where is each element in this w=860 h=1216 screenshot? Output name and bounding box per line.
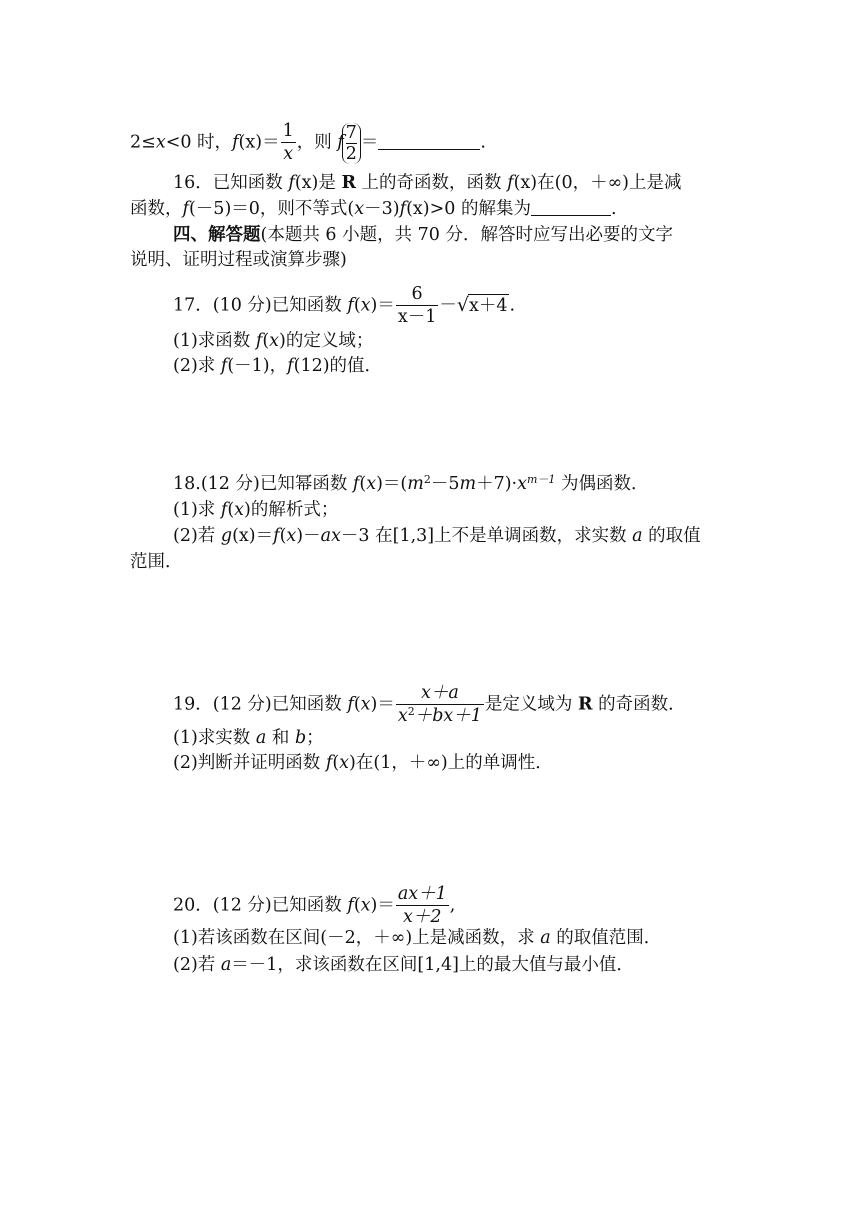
q19-den-rest: ＋bx＋1	[414, 706, 482, 726]
q20-frac-den: x＋2	[403, 907, 442, 927]
q18-eq: ＝(	[382, 474, 408, 494]
q16-line1	[173, 172, 682, 194]
q20-part2	[173, 954, 634, 976]
q15-f: f	[232, 132, 239, 153]
q17-sqrt: √x＋4	[456, 293, 508, 316]
q20-p2-text: (2)若	[173, 955, 221, 975]
q17-part1: (1)求函数 f(x)的定义域；	[173, 331, 374, 351]
q19-a: a	[255, 728, 267, 748]
q16-text: 16．已知函数	[173, 173, 289, 193]
q19-tail: 是定义域为	[484, 694, 578, 715]
q17-end: .	[509, 295, 516, 316]
q16-text: 函数，	[130, 199, 183, 219]
q16-f: f	[507, 173, 514, 193]
q19-fraction	[396, 683, 484, 727]
q18-m: m	[407, 474, 424, 494]
q18-p2-text: (2)若	[173, 526, 221, 546]
q16-text: >0 的解集为	[429, 199, 531, 219]
q19-p2-text: (2)判断并证明函数	[173, 753, 326, 773]
q17-minus: －	[439, 295, 457, 316]
q20-p1-text: (1)若该函数在区间(－2，＋∞)上是减函数，求	[173, 928, 541, 948]
q18-part1: (1)求 f(x)的解析式；	[173, 500, 339, 520]
q15-fx-arg: (x)	[238, 132, 263, 153]
q15-eq: ＝	[262, 132, 280, 153]
q16-f: f	[182, 199, 189, 219]
q18-mid: －5	[430, 474, 460, 494]
q18-ax: ax	[320, 526, 341, 546]
q16-end: .	[610, 199, 617, 219]
q20-stem: 20．(12 分)已知函数 f(x)＝ $\frac{ax+1}{x+2}$ ,	[173, 884, 456, 927]
q15-var-x: x	[155, 132, 166, 153]
q20-a: a	[540, 928, 551, 948]
q19-set-R: R	[578, 694, 593, 715]
q16-text: 是	[318, 173, 342, 193]
q18-p2-text: (x)＝	[232, 526, 274, 546]
q20-p1-text: 的取值范围．	[550, 928, 662, 948]
q15-arg-num: 7	[345, 122, 357, 143]
q17-p2-end: (12)的值．	[293, 356, 383, 376]
q18-x: x	[517, 474, 527, 494]
q18-part2-cont	[130, 551, 183, 573]
q15-end: .	[480, 132, 486, 153]
section4-instructions-cont: 说明、证明过程或演算步骤)	[130, 250, 347, 270]
q19-p1-text: ；	[306, 728, 324, 748]
q15-answer-blank[interactable]	[378, 133, 480, 150]
q19-tail: 的奇函数．	[592, 694, 686, 715]
q18-stem: 18.(12 分)已知幂函数 $f(x)=(m^2-5m+7)\cdot x^{m-1}$ 为偶函数．	[173, 473, 649, 494]
q19-part1	[173, 727, 324, 749]
q18-a: a	[632, 526, 643, 546]
q18-p1-text: (1)求	[173, 500, 221, 520]
q15-arg-den: 2	[345, 143, 357, 164]
q17-p1-end: 的定义域；	[285, 331, 374, 351]
q18-g: g	[220, 526, 233, 546]
q20-a: a	[220, 955, 232, 975]
q18-square: 2	[423, 473, 431, 486]
q15-frac-num: 1	[282, 121, 294, 141]
q19-den-square: 2	[407, 705, 415, 718]
q19-frac-num: x＋a	[396, 683, 484, 705]
q18-exponent: m－1	[527, 473, 556, 486]
q16-text: 上的奇函数，函数	[355, 173, 508, 193]
q18-p2-text: 的取值	[642, 526, 701, 546]
q18-tail: 为偶函数．	[555, 474, 649, 494]
q19-part2: (2)判断并证明函数 f(x)在(1，＋∞)上的单调性．	[173, 753, 553, 773]
q19-head: 19．(12 分)已知函数	[173, 694, 348, 715]
q17-sqrt-body: x＋4	[468, 295, 508, 316]
q15-text: 2≤	[130, 132, 156, 153]
q17-frac-num: 6	[396, 284, 439, 306]
q18-p2-cont: 范围．	[130, 552, 183, 572]
q17-p2-text: (2)求	[173, 356, 221, 376]
q19-eq: ＝	[377, 694, 395, 715]
section4-line2	[130, 249, 347, 271]
q17-stem: 17．(10 分)已知函数 f(x)＝ $\frac{6}{x-1}$ －√x＋4 .	[173, 284, 516, 327]
q20-head: 20．(12 分)已知函数	[173, 895, 348, 916]
q16-line2: 函数，f(－5)＝0，则不等式(x－3)f(x)>0 的解集为 .	[130, 199, 617, 219]
q18-p2-text: －3 在[1,3]上不是单调函数，求实数	[340, 526, 633, 546]
q19-b: b	[294, 728, 307, 748]
q19-den-x: x	[397, 706, 408, 726]
q20-frac-num: ax＋1	[397, 884, 447, 904]
q15-tail-line	[130, 121, 486, 165]
q16-f: f	[399, 199, 407, 219]
q15-f2: f	[337, 132, 344, 153]
q16-f: f	[288, 173, 295, 193]
q19-p2-text: 在(1，＋∞)上的单调性．	[355, 753, 553, 773]
section4-instructions: (本题共 6 小题，共 70 分．解答时应写出必要的文字	[260, 225, 673, 245]
q16-arg: (x)	[294, 173, 319, 193]
q18-plus7: ＋7)·	[476, 474, 518, 494]
q17-p1-text: (1)求函数	[173, 331, 256, 351]
q18-m: m	[459, 474, 477, 494]
q16-arg: (x)	[406, 199, 430, 219]
q20-eq: ＝	[377, 895, 395, 916]
q15-text: <0 时，	[165, 132, 233, 153]
q17-head: 17．(10 分)已知函数	[173, 295, 348, 316]
q15-fraction	[281, 121, 296, 165]
q18-part2: (2)若 g(x)＝f(x)－ax－3 在[1,3]上不是单调函数，求实数 a 的取值	[173, 526, 701, 546]
q16-arg: (x)	[513, 173, 538, 193]
q18-p2-text: －	[303, 526, 321, 546]
q17-frac-den: x－1	[397, 307, 437, 327]
q15-frac-den: x	[283, 144, 294, 164]
q20-fraction	[396, 884, 449, 928]
q19-p1-text: 和	[266, 728, 295, 748]
q18-p1-end: 的解析式；	[250, 500, 339, 520]
q17-p2-mid: (－1)，	[227, 356, 288, 376]
q17-part2: (2)求 f(－1)，f(12)的值．	[173, 356, 383, 376]
q19-p1-text: (1)求实数	[173, 728, 256, 748]
q17-eq: ＝	[377, 295, 395, 316]
q16-set-R: R	[341, 173, 356, 193]
q15-then: ，则	[296, 132, 338, 153]
q16-text: (－5)＝0，则不等式(	[188, 199, 355, 219]
q17-fraction	[396, 284, 439, 328]
q16-answer-blank[interactable]	[531, 199, 611, 216]
q15-eq2: ＝	[360, 132, 379, 153]
q19-stem: 19．(12 分)已知函数 f(x)＝ $\frac{x+a}{x^2+bx+1}$ 是定义域为 R 的奇函数．	[173, 683, 686, 726]
q18-head: 18.(12 分)已知幂函数	[173, 474, 353, 494]
q16-text: 在(0，＋∞)上是减	[537, 173, 682, 193]
q20-end: ,	[449, 895, 456, 916]
section4-line1	[173, 224, 673, 246]
q15-arg-fraction	[342, 123, 361, 164]
q20-p2-text: ＝－1，求该函数在区间[1,4]上的最大值与最小值．	[231, 955, 634, 975]
q16-text: －3)	[364, 199, 400, 219]
section4-heading: 四、解答题	[173, 225, 261, 245]
q20-part1	[173, 927, 661, 949]
